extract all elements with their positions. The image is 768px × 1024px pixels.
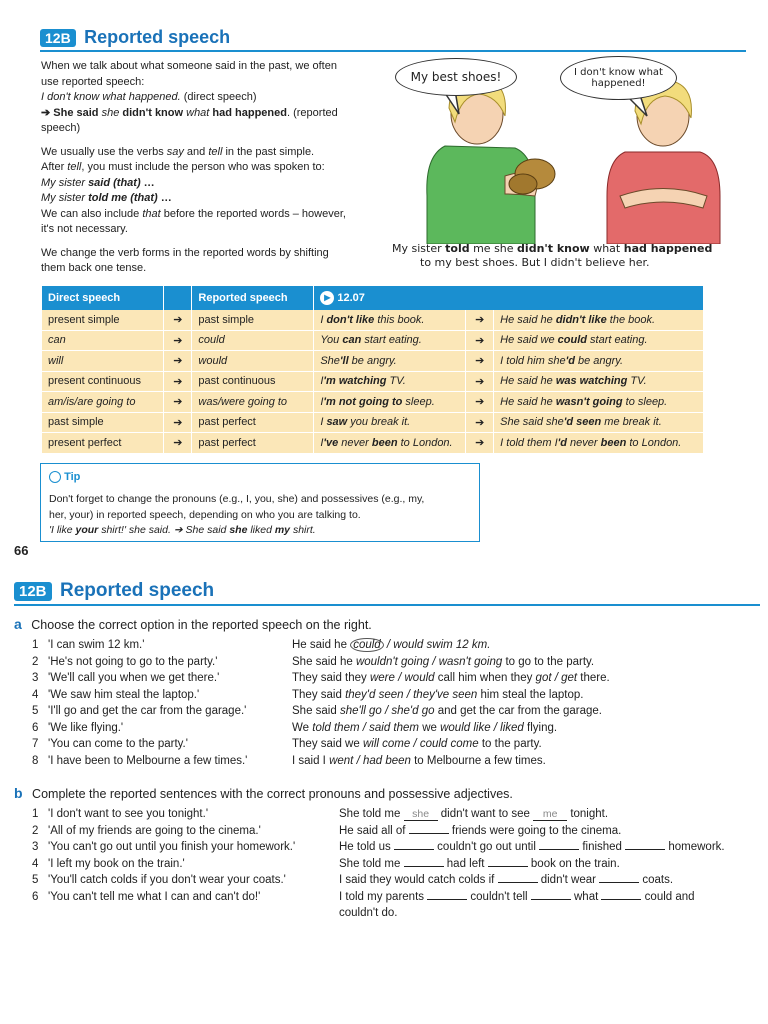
reported-example: He said he was watching TV. (494, 371, 704, 392)
exercise-item (32, 753, 762, 770)
arrow-icon: ➔ (466, 392, 494, 413)
answer-blank[interactable] (531, 899, 571, 900)
caption-line: to my best shoes. But I didn't believe her. (420, 256, 650, 269)
arrow-icon: ➔ (164, 330, 192, 351)
direct-example: I saw you break it. (314, 412, 466, 433)
speech-bubble-right: I don't know what happened! (560, 56, 677, 100)
item-number: 2 (32, 824, 39, 837)
lesson-badge: 12B (14, 582, 52, 601)
direct-example: You can start eating. (314, 330, 466, 351)
table-header-row (42, 286, 704, 310)
table-row (42, 392, 704, 413)
reported-form: could (192, 330, 314, 351)
tip-box (40, 463, 480, 542)
direct-form: present perfect (42, 433, 164, 454)
told-example: My sister told me (that) … (41, 192, 172, 204)
item-number: 5 (32, 705, 39, 717)
audio-track-number: 12.07 (337, 291, 365, 304)
say-tell-rule: We usually use the verbs say and tell in the past simple. (41, 145, 315, 158)
answer-blank[interactable] (601, 899, 641, 900)
reported-sentence: They said they'd seen / they've seen him steal the laptop. (292, 688, 584, 701)
section-header-bottom (14, 580, 214, 602)
tell-rule: After tell, you must include the person who was spoken to: (41, 161, 325, 173)
reported-sentence: He said all of friends were going to the cinema. (339, 824, 622, 837)
answer-blank[interactable] (625, 849, 665, 850)
direct-quote: 'He's not going to go to the party.' (48, 655, 218, 668)
answer-blank[interactable]: she (404, 808, 438, 821)
exercise-item (32, 856, 762, 873)
direct-quote: 'We saw him steal the laptop.' (48, 688, 200, 701)
direct-example: I don't know what happened. (direct speech) (41, 91, 257, 103)
page-title: Reported speech (84, 27, 231, 47)
answer-blank[interactable] (488, 866, 528, 867)
item-number: 3 (32, 841, 39, 853)
reported-form: past continuous (192, 371, 314, 392)
reported-form: past perfect (192, 433, 314, 454)
section-rule (14, 604, 760, 606)
direct-quote: 'We'll call you when we get there.' (48, 672, 220, 684)
item-number: 4 (32, 857, 39, 870)
exercise-item (32, 720, 762, 737)
item-number: 5 (32, 874, 39, 886)
direct-quote: 'All of my friends are going to the cinema.' (48, 824, 261, 837)
answer-blank[interactable] (599, 882, 639, 883)
exercise-item (32, 637, 762, 654)
direct-form: will (42, 351, 164, 372)
exercise-a-instruction: a Choose the correct option in the reported speech on the right. (14, 616, 372, 632)
reported-example: ➔ She said she didn't know what had happened. (reported (41, 106, 338, 119)
title-rule (40, 50, 746, 52)
answer-blank[interactable] (498, 882, 538, 883)
arrow-icon: ➔ (164, 433, 192, 454)
exercise-a-list (32, 637, 762, 769)
reported-sentence: He said he could / would swim 12 km. (292, 639, 491, 651)
direct-quote: 'I can swim 12 km.' (48, 639, 145, 651)
arrow-icon: ➔ (164, 371, 192, 392)
arrow-icon: ➔ (164, 392, 192, 413)
reported-example: He said we could start eating. (494, 330, 704, 351)
grammar-explanation (41, 59, 376, 277)
said-example: My sister said (that) … (41, 176, 155, 189)
direct-quote: 'You'll catch colds if you don't wear your coats.' (48, 874, 286, 886)
lesson-badge: 12B (40, 29, 76, 47)
that-note: We can also include that before the reported words – however, (41, 207, 346, 220)
reported-sentence: He told us couldn't go out until finished homework. (339, 841, 725, 853)
answer-blank[interactable] (427, 899, 467, 900)
reported-sentence: She said he wouldn't going / wasn't going to go to the party. (292, 655, 595, 668)
exercise-item (32, 654, 762, 671)
option-circle[interactable]: could (350, 638, 384, 652)
direct-quote: 'You can come to the party.' (48, 738, 188, 750)
exercise-item (32, 889, 762, 922)
direct-quote: 'I have been to Melbourne a few times.' (48, 754, 248, 767)
arrow-icon: ➔ (466, 310, 494, 330)
table-row (42, 310, 704, 330)
shift-note-cont: them back one tense. (41, 262, 147, 274)
reported-sentence: She told me she didn't want to see me tonight. (339, 808, 609, 820)
table-row (42, 351, 704, 372)
reported-sentence: They said they were / would call him when they got / get there. (292, 672, 610, 684)
reported-example: She said she'd seen me break it. (494, 412, 704, 433)
item-number: 4 (32, 688, 39, 701)
table-row (42, 412, 704, 433)
item-number: 3 (32, 672, 39, 684)
caption-line: My sister told me she didn't know what had happened (392, 242, 713, 255)
direct-form: can (42, 330, 164, 351)
arrow-icon: ➔ (164, 351, 192, 372)
illustration-caption (392, 242, 752, 270)
direct-example: I'm not going to sleep. (314, 392, 466, 413)
table-row (42, 433, 704, 454)
arrow-icon: ➔ (164, 412, 192, 433)
item-number: 2 (32, 655, 39, 668)
tense-shift-table (42, 286, 704, 454)
exercise-b-list (32, 806, 762, 922)
direct-quote: 'You can't go out until you finish your homework.' (48, 841, 296, 853)
section-title: Reported speech (59, 580, 215, 601)
that-note-cont: it's not necessary. (41, 223, 128, 235)
item-number: 8 (32, 754, 39, 767)
direct-quote: 'We like flying.' (48, 721, 124, 734)
arrow-icon: ➔ (466, 412, 494, 433)
exercise-item (32, 670, 762, 687)
arrow-icon: ➔ (164, 310, 192, 330)
answer-blank[interactable] (394, 849, 434, 850)
intro-line: use reported speech: (41, 75, 145, 88)
exercise-item (32, 839, 762, 856)
reported-sentence: They said we will come / could come to the party. (292, 738, 542, 750)
header-reported: Reported speech (192, 286, 314, 310)
reported-example: I told him she'd be angry. (494, 351, 704, 372)
option-choice[interactable]: told them / said them (312, 721, 419, 734)
item-number: 1 (32, 639, 39, 651)
lightbulb-icon (49, 471, 61, 483)
tip-heading: Tip (49, 471, 80, 483)
exercise-item (32, 736, 762, 753)
table-row (42, 371, 704, 392)
answer-blank[interactable] (409, 833, 449, 834)
arrow-icon: ➔ (466, 330, 494, 351)
option-choice[interactable]: wouldn't going / wasn't going (355, 655, 503, 668)
reported-form: was/were going to (192, 392, 314, 413)
direct-form: present simple (42, 310, 164, 330)
direct-quote: 'I left my book on the train.' (48, 857, 185, 870)
direct-quote: 'You can't tell me what I can and can't do!' (48, 890, 261, 903)
direct-example: She'll be angry. (314, 351, 466, 372)
answer-blank[interactable] (539, 849, 579, 850)
exercise-item (32, 872, 762, 889)
direct-example: I'm watching TV. (314, 371, 466, 392)
arrow-icon: ➔ (466, 351, 494, 372)
reported-example: He said he wasn't going to sleep. (494, 392, 704, 413)
option-choice[interactable]: were / would (369, 672, 435, 684)
direct-form: present continuous (42, 371, 164, 392)
section-header-top (40, 27, 230, 48)
arrow-icon: ➔ (466, 433, 494, 454)
exercise-b-instruction: b Complete the reported sentences with the correct pronouns and possessive adjectives. (14, 785, 513, 801)
direct-example: I don't like this book. (314, 310, 466, 330)
tip-text: Don't forget to change the pronouns (e.g., I, you, she) and possessives (e.g., my, her, your) in reported speech, depending on who you are talking to. 'I like your shirt!' she said. ➔ She said she liked my shirt. (49, 493, 425, 536)
direct-form: past simple (42, 412, 164, 433)
option-choice[interactable]: got / get (535, 672, 578, 684)
exercise-item (32, 806, 762, 823)
direct-quote: 'I don't want to see you tonight.' (48, 808, 209, 820)
reported-sentence: I said I went / had been to Melbourne a few times. (292, 754, 546, 767)
direct-form: am/is/are going to (42, 392, 164, 413)
reported-sentence: I told my parents couldn't tell what could and couldn't do. (339, 890, 695, 919)
reported-form: past perfect (192, 412, 314, 433)
exercise-item (32, 687, 762, 704)
exercise-item (32, 703, 762, 720)
reported-sentence: I said they would catch colds if didn't wear coats. (339, 874, 674, 886)
answer-blank[interactable] (404, 866, 444, 867)
shift-note: We change the verb forms in the reported words by shifting (41, 246, 329, 259)
reported-form: would (192, 351, 314, 372)
page-number: 66 (14, 543, 29, 558)
reported-example: He said he didn't like the book. (494, 310, 704, 330)
exercise-item (32, 823, 762, 840)
reported-example: I told them I'd never been to London. (494, 433, 704, 454)
reported-sentence: She told me had left book on the train. (339, 857, 620, 870)
reported-sentence: She said she'll go / she'd go and get the car from the garage. (292, 705, 602, 717)
item-number: 6 (32, 890, 39, 903)
table-row (42, 330, 704, 351)
item-number: 6 (32, 721, 39, 734)
speech-bubble-left: My best shoes! (395, 58, 517, 96)
item-number: 7 (32, 738, 39, 750)
direct-example: I've never been to London. (314, 433, 466, 454)
item-number: 1 (32, 808, 39, 820)
answer-blank[interactable]: me (533, 808, 567, 821)
arrow-icon: ➔ (466, 371, 494, 392)
direct-quote: 'I'll go and get the car from the garage.' (48, 705, 247, 717)
intro-line: When we talk about what someone said in the past, we often (41, 60, 337, 72)
reported-sentence: We told them / said them we would like / liked flying. (292, 721, 558, 734)
option-choice[interactable]: would like / liked (440, 721, 524, 734)
reported-form: past simple (192, 310, 314, 330)
cartoon-illustration (385, 56, 755, 244)
option-choice[interactable]: she'll go / she'd go (339, 705, 435, 717)
reported-tag: speech) (41, 122, 81, 134)
option-choice[interactable]: will come / could come (362, 738, 479, 750)
header-direct: Direct speech (42, 286, 164, 310)
audio-play-icon[interactable]: ▶ (320, 291, 334, 305)
option-choice[interactable]: went / had been (329, 754, 411, 767)
option-choice[interactable]: they'd seen / they've seen (345, 688, 478, 701)
